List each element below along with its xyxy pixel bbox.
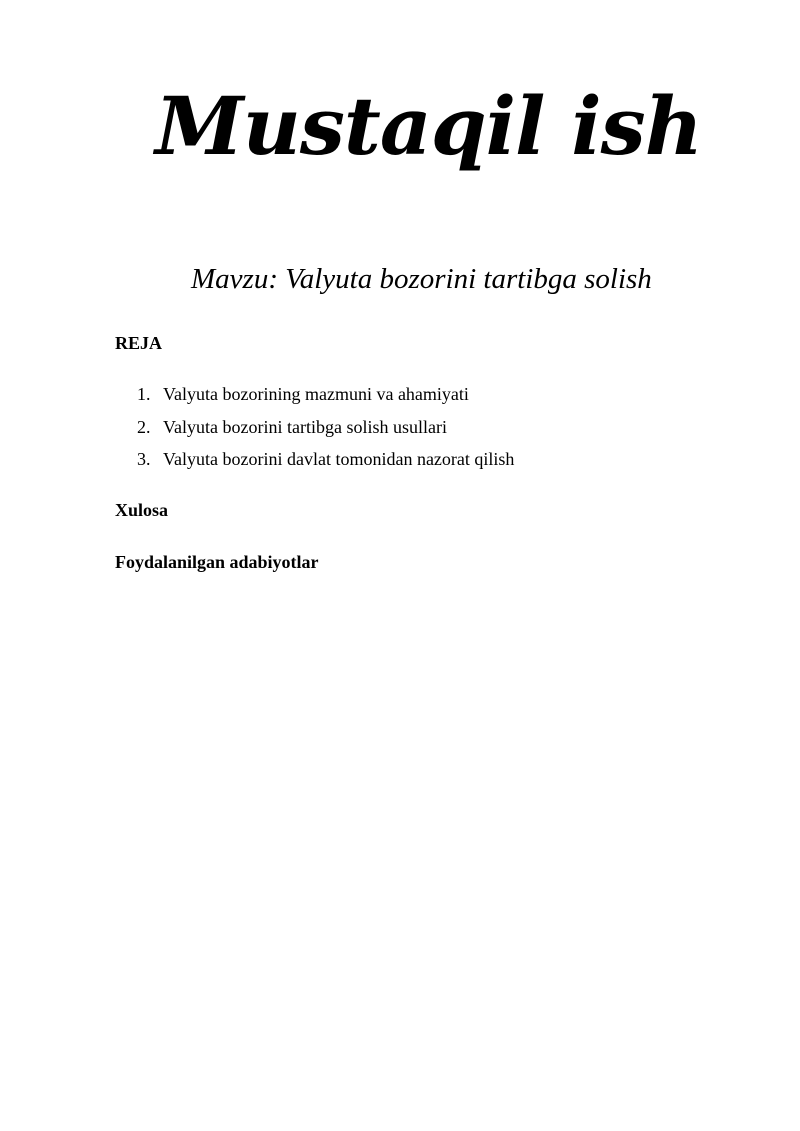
document-subtitle: Mavzu: Valyuta bozorini tartibga solish xyxy=(191,263,652,295)
plan-list xyxy=(137,383,514,481)
plan-item-number: 1. xyxy=(137,384,151,404)
plan-item-text: Valyuta bozorini davlat tomonidan nazorat qilish xyxy=(163,449,515,469)
document-title: Mustaqil ish xyxy=(155,79,702,173)
plan-item xyxy=(137,416,514,449)
plan-item-number: 3. xyxy=(137,449,151,469)
plan-heading: REJA xyxy=(115,333,163,353)
references-heading: Foydalanilgan adabiyotlar xyxy=(115,552,319,572)
plan-item xyxy=(137,448,514,481)
plan-item-text: Valyuta bozorining mazmuni va ahamiyati xyxy=(163,384,469,404)
plan-item-text: Valyuta bozorini tartibga solish usullari xyxy=(163,416,447,437)
plan-item xyxy=(137,383,514,416)
plan-item-number: 2. xyxy=(137,416,151,437)
conclusion-heading: Xulosa xyxy=(115,500,169,520)
